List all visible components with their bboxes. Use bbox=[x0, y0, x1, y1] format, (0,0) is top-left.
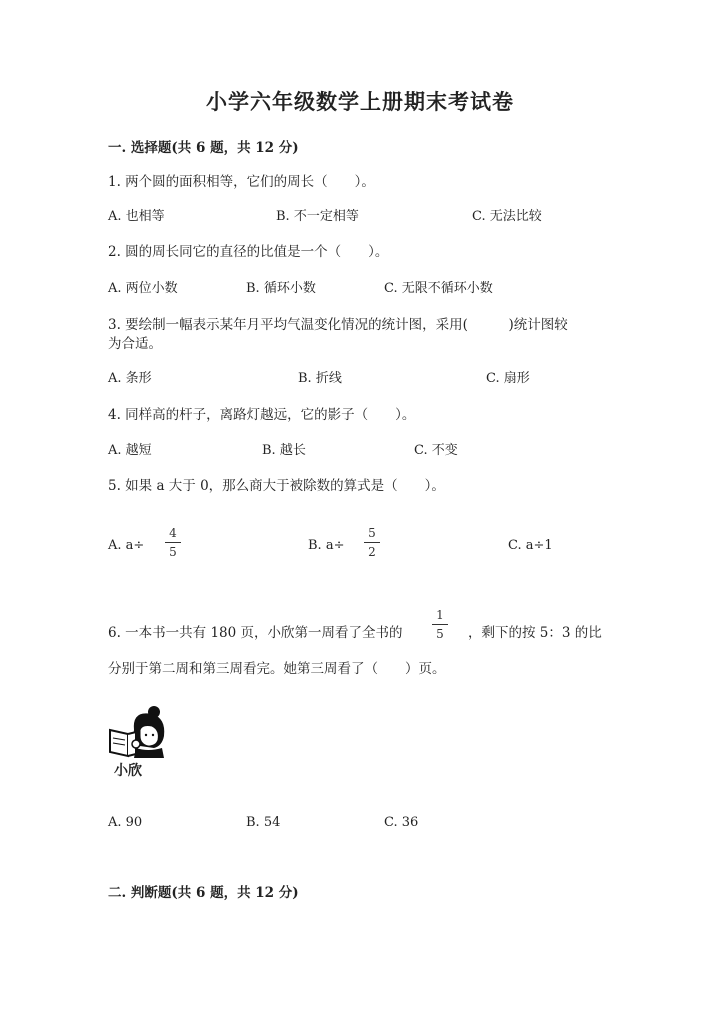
q5-option-b: B. a÷ bbox=[308, 538, 345, 553]
q4-option-a: A. 越短 bbox=[108, 443, 152, 458]
fraction-bar bbox=[432, 624, 448, 625]
question-6-line-2: 分别于第二周和第三周看完。她第三周看了（ ）页。 bbox=[108, 661, 446, 677]
q5-option-b-fraction bbox=[364, 526, 380, 559]
q6-option-c: C. 36 bbox=[384, 815, 419, 830]
q1-option-a: A. 也相等 bbox=[108, 209, 165, 224]
question-4: 4. 同样高的杆子，离路灯越远，它的影子（ ）。 bbox=[108, 407, 416, 423]
section-heading-judgment: 二. 判断题(共 6 题，共 12 分) bbox=[108, 885, 299, 901]
q6-option-b: B. 54 bbox=[246, 815, 281, 830]
question-6-line-1a: 6. 一本书一共有 180 页，小欣第一周看了全书的 bbox=[108, 625, 403, 641]
question-6-line-1b: ，剩下的按 5：3 的比 bbox=[468, 625, 602, 641]
q4-option-b: B. 越长 bbox=[262, 443, 306, 458]
fraction-numerator: 5 bbox=[368, 526, 376, 540]
fraction-denominator: 5 bbox=[169, 545, 177, 559]
q2-option-c: C. 无限不循环小数 bbox=[384, 281, 493, 296]
q5-option-c: C. a÷1 bbox=[508, 538, 553, 553]
question-2: 2. 圆的周长同它的直径的比值是一个（ ）。 bbox=[108, 244, 389, 260]
q6-fraction bbox=[432, 608, 448, 641]
q1-option-b: B. 不一定相等 bbox=[276, 209, 359, 224]
q3-option-b: B. 折线 bbox=[298, 371, 342, 386]
q2-option-b: B. 循环小数 bbox=[246, 281, 316, 296]
fraction-bar bbox=[364, 542, 380, 543]
q6-option-a: A. 90 bbox=[108, 815, 143, 830]
q1-option-c: C. 无法比较 bbox=[472, 209, 542, 224]
q3-option-a: A. 条形 bbox=[108, 371, 152, 386]
page-title: 小学六年级数学上册期末考试卷 bbox=[206, 89, 514, 114]
q4-option-c: C. 不变 bbox=[414, 443, 458, 458]
q5-option-a: A. a÷ bbox=[108, 538, 145, 553]
question-5: 5. 如果 a 大于 0，那么商大于被除数的算式是（ ）。 bbox=[108, 478, 445, 494]
q3-option-c: C. 扇形 bbox=[486, 371, 530, 386]
illustration-label: 小欣 bbox=[114, 763, 142, 779]
fraction-numerator: 1 bbox=[436, 608, 444, 622]
fraction-numerator: 4 bbox=[169, 526, 177, 540]
fraction-denominator: 2 bbox=[368, 545, 376, 559]
question-3-line-1: 3. 要绘制一幅表示某年月平均气温变化情况的统计图，采用( )统计图较 bbox=[108, 317, 568, 333]
question-1: 1. 两个圆的面积相等，它们的周长（ ）。 bbox=[108, 174, 375, 190]
fraction-denominator: 5 bbox=[436, 627, 444, 641]
q2-option-a: A. 两位小数 bbox=[108, 281, 178, 296]
fraction-bar bbox=[165, 542, 181, 543]
q5-option-a-fraction bbox=[165, 526, 181, 559]
section-heading-choice: 一. 选择题(共 6 题，共 12 分) bbox=[108, 140, 299, 156]
question-3-line-2: 为合适。 bbox=[108, 336, 162, 352]
